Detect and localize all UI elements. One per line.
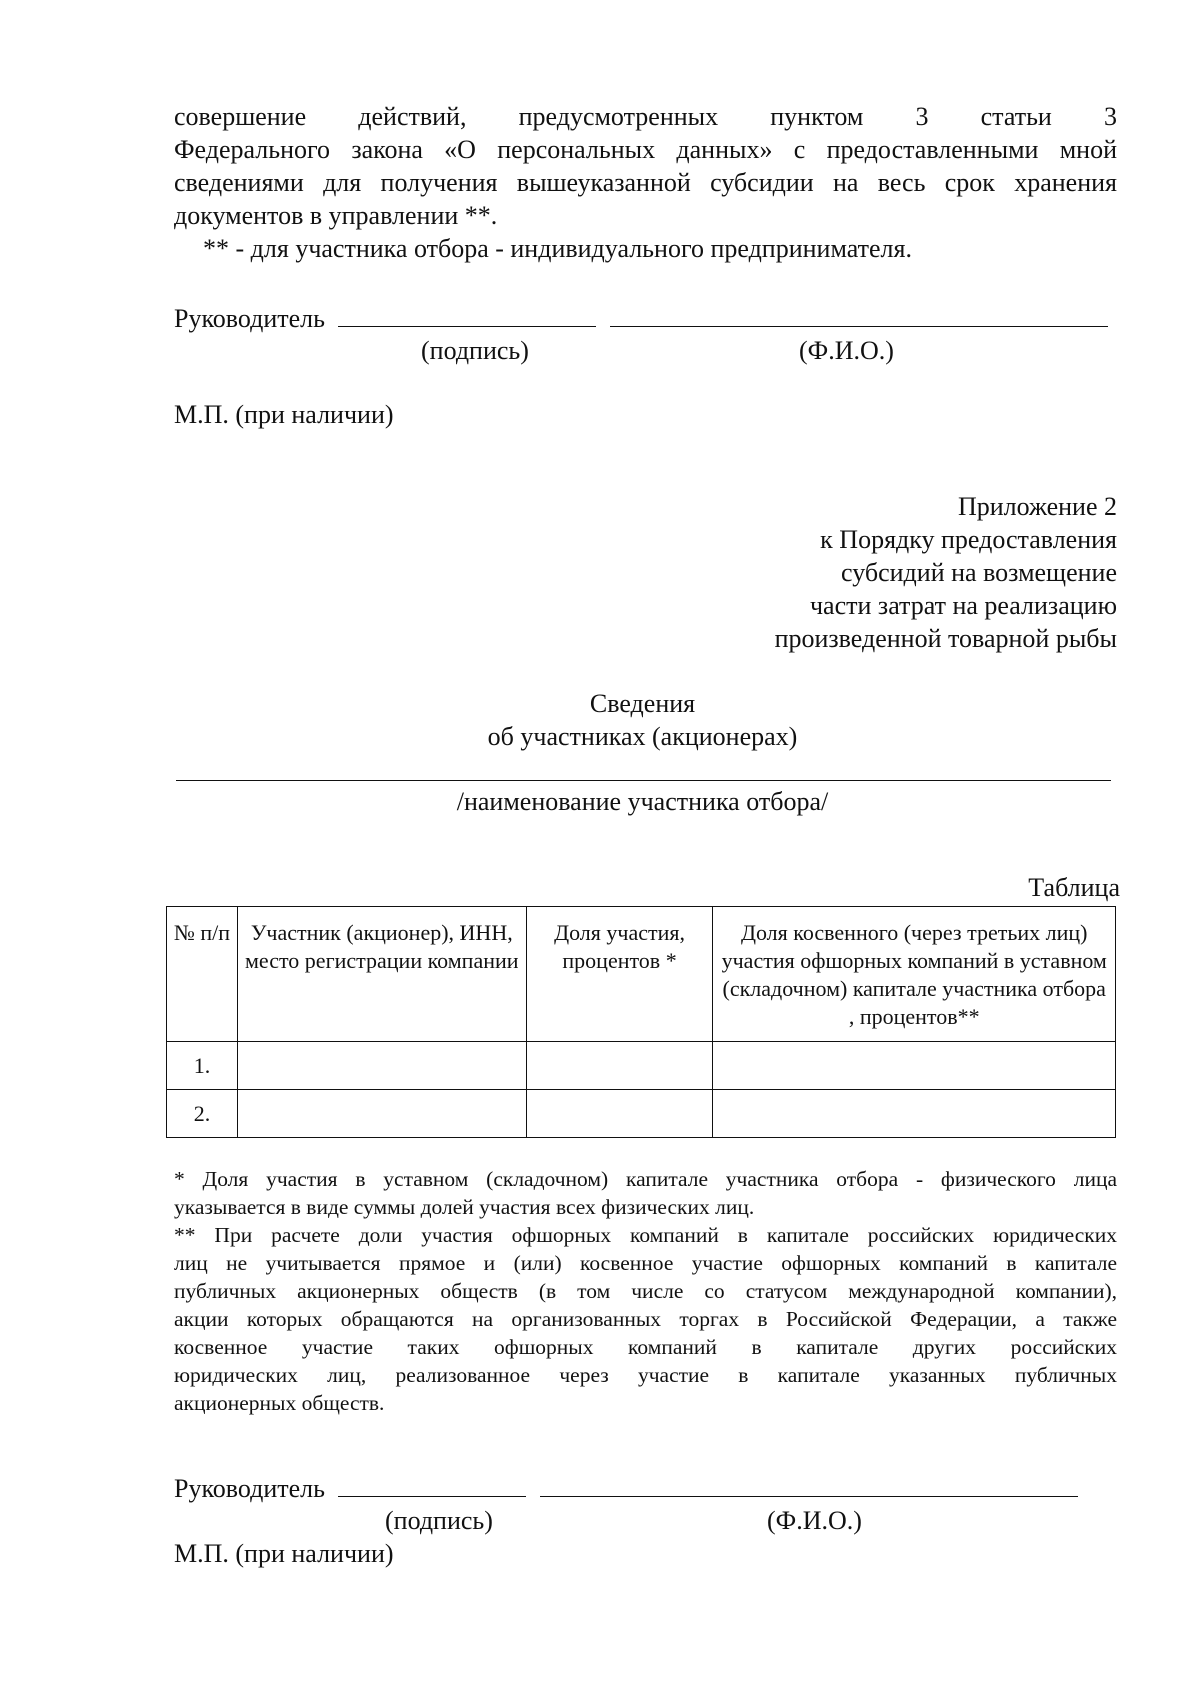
consent-line: Федерального закона «О персональных данных» с предоставленными мной <box>174 135 1117 164</box>
table-cell[interactable] <box>526 1042 713 1090</box>
document-title <box>174 687 1111 753</box>
appendix-header <box>775 490 1117 655</box>
name-blank[interactable] <box>610 300 1108 327</box>
consent-line: совершение действий, предусмотренных пунктом 3 статьи 3 <box>174 102 1117 131</box>
note-line: лиц не учитывается прямое и (или) косвенное участие офшорных компаний в капитале <box>174 1251 1117 1275</box>
consent-paragraph <box>174 100 1117 232</box>
header-cell-number: № п/п <box>167 907 238 1042</box>
appendix-line: произведенной товарной рыбы <box>774 624 1117 653</box>
table-cell[interactable] <box>526 1090 713 1138</box>
appendix-line: субсидий на возмещение <box>841 558 1117 587</box>
stamp-label: М.П. (при наличии) <box>174 400 394 429</box>
participant-name-hint: /наименование участника отбора/ <box>456 787 829 816</box>
table-cell-number: 1. <box>167 1042 238 1090</box>
consent-line: сведениями для получения вышеуказанной субсидии на весь срок хранения <box>174 168 1117 197</box>
table-row <box>167 1090 1116 1138</box>
signature-label: Руководитель <box>174 1474 325 1503</box>
note-line: юридических лиц, реализованное через участие в капитале указанных публичных <box>174 1363 1117 1387</box>
table-cell[interactable] <box>237 1090 526 1138</box>
signature-label: Руководитель <box>174 304 325 333</box>
signature-blank[interactable] <box>338 300 596 327</box>
header-cell-offshore-share: Доля косвенного (через третьих лиц) участия офшорных компаний в уставном (складочном) капитале участника отбора , процентов** <box>713 907 1116 1042</box>
note-line: косвенное участие таких офшорных компаний в капитале других российских <box>174 1335 1117 1359</box>
consent-line: документов в управлении **. <box>174 201 498 230</box>
table-cell[interactable] <box>713 1090 1116 1138</box>
table-notes <box>174 1165 1117 1417</box>
appendix-line: Приложение 2 <box>957 492 1117 521</box>
name-blank[interactable] <box>540 1470 1078 1497</box>
note-line: акционерных обществ. <box>174 1391 385 1415</box>
note-line: публичных акционерных обществ (в том числе со статусом международной компании), <box>174 1279 1117 1303</box>
header-cell-participant: Участник (акционер), ИНН, место регистрации компании <box>237 907 526 1042</box>
signature-hint: (подпись) <box>421 336 529 365</box>
title-line: Сведения <box>589 689 696 718</box>
table-caption: Таблица <box>1028 873 1120 902</box>
note-line: ** При расчете доли участия офшорных компаний в капитале российских юридических <box>174 1223 1117 1247</box>
table-cell[interactable] <box>713 1042 1116 1090</box>
signature-blank[interactable] <box>338 1470 526 1497</box>
name-hint: (Ф.И.О.) <box>799 336 894 365</box>
appendix-line: к Порядку предоставления <box>820 525 1117 554</box>
name-hint: (Ф.И.О.) <box>767 1506 862 1535</box>
signature-line-bottom <box>174 1470 1078 1505</box>
header-cell-share: Доля участия, процентов * <box>526 907 713 1042</box>
consent-footnote: ** - для участника отбора - индивидуального предпринимателя. <box>203 234 912 263</box>
note-line: указывается в виде суммы долей участия всех физических лиц. <box>174 1195 755 1219</box>
table-cell-number: 2. <box>167 1090 238 1138</box>
signature-hint: (подпись) <box>385 1506 493 1535</box>
note-line: * Доля участия в уставном (складочном) капитале участника отбора - физического лица <box>174 1167 1117 1191</box>
table-row <box>167 1042 1116 1090</box>
stamp-label: М.П. (при наличии) <box>174 1539 394 1568</box>
note-line: акции которых обращаются на организованных торгах в Российской Федерации, а также <box>174 1307 1117 1331</box>
participants-table <box>166 906 1116 1138</box>
table-cell[interactable] <box>237 1042 526 1090</box>
participant-name-blank[interactable] <box>176 780 1111 781</box>
title-line: об участниках (акционерах) <box>487 722 798 751</box>
signature-line-top <box>174 300 1108 335</box>
appendix-line: части затрат на реализацию <box>809 591 1117 620</box>
table-header-row <box>167 907 1116 1042</box>
